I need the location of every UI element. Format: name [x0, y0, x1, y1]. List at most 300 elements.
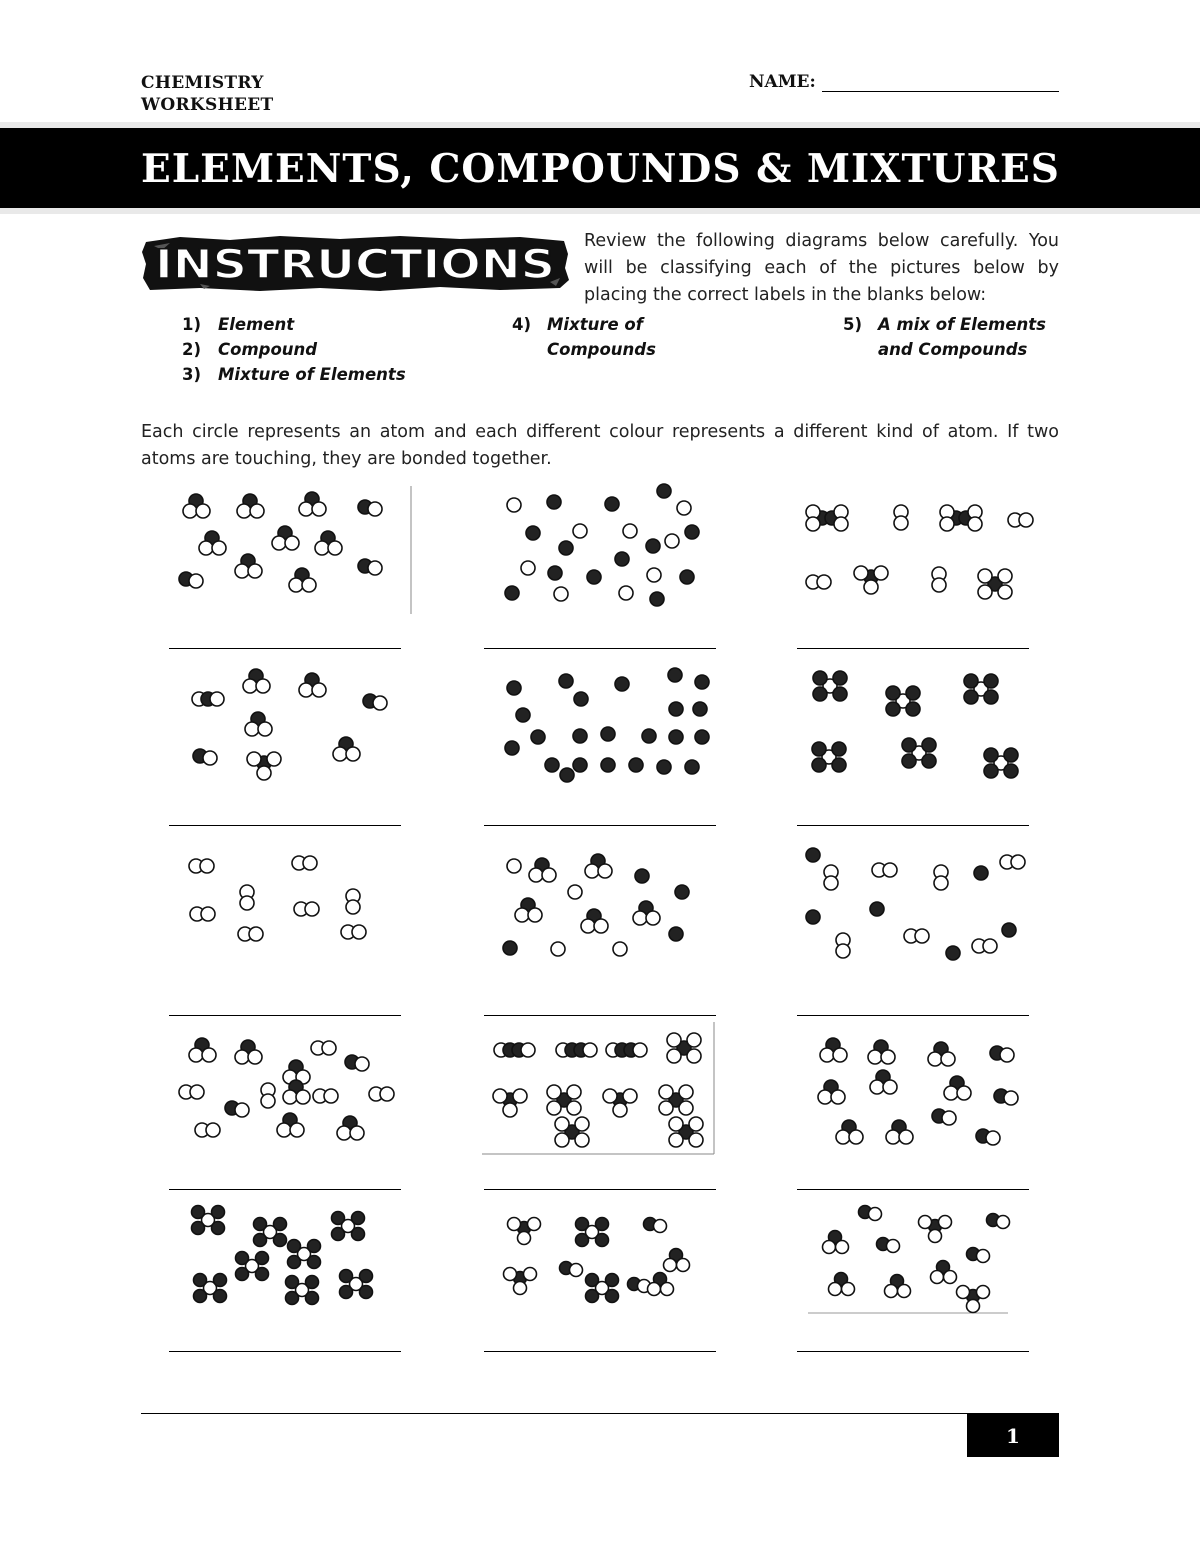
dark-atom — [646, 539, 660, 553]
light-atom — [887, 1240, 900, 1253]
light-atom — [944, 1086, 958, 1100]
diagram-9 — [793, 838, 1038, 978]
answer-line-8[interactable] — [484, 1015, 716, 1016]
light-atom — [619, 586, 633, 600]
light-atom — [567, 1085, 581, 1099]
dark-atom — [332, 1228, 345, 1241]
dark-atom — [806, 848, 820, 862]
diagram-6 — [793, 655, 1038, 790]
dark-atom — [812, 758, 826, 772]
light-atom — [573, 524, 587, 538]
light-atom — [250, 504, 264, 518]
dark-atom — [685, 525, 699, 539]
light-atom — [833, 1048, 847, 1062]
light-atom — [869, 1208, 882, 1221]
dark-atom — [212, 1222, 225, 1235]
light-atom — [659, 1101, 673, 1115]
light-atom — [898, 1285, 911, 1298]
answer-line-12[interactable] — [797, 1189, 1029, 1190]
name-field[interactable] — [822, 91, 1059, 92]
light-atom — [1011, 855, 1025, 869]
light-atom — [355, 1057, 369, 1071]
light-atom — [551, 942, 565, 956]
light-atom — [944, 1271, 957, 1284]
dark-atom — [812, 742, 826, 756]
option-2 — [182, 337, 317, 362]
light-atom — [368, 561, 382, 575]
diagram-1 — [160, 480, 415, 615]
dark-atom — [587, 570, 601, 584]
answer-line-15[interactable] — [797, 1351, 1029, 1352]
light-atom — [237, 504, 251, 518]
light-atom — [667, 1033, 681, 1047]
light-atom — [687, 1049, 701, 1063]
light-atom — [521, 1043, 535, 1057]
subject-line-1: CHEMISTRY — [141, 73, 264, 93]
option-4 — [512, 312, 643, 337]
light-atom — [243, 679, 257, 693]
light-atom — [633, 1043, 647, 1057]
light-atom — [248, 1050, 262, 1064]
light-atom — [942, 1111, 956, 1125]
light-atom — [659, 1085, 673, 1099]
light-atom — [267, 752, 281, 766]
light-atom — [570, 1264, 583, 1277]
light-atom — [806, 517, 820, 531]
light-atom — [931, 1271, 944, 1284]
instructions-logo — [140, 234, 570, 292]
dark-atom — [547, 495, 561, 509]
light-atom — [568, 885, 582, 899]
light-atom — [507, 859, 521, 873]
light-atom — [883, 1080, 897, 1094]
answer-line-10[interactable] — [169, 1189, 401, 1190]
dark-atom — [650, 592, 664, 606]
light-atom — [493, 1089, 507, 1103]
light-atom — [883, 863, 897, 877]
light-atom — [201, 907, 215, 921]
atom-description: Each circle represents an atom and each different colour represents a different kind of atom. If two atoms are touching, they are bonded together. — [141, 422, 1059, 469]
answer-line-5[interactable] — [484, 825, 716, 826]
option-3-label: Mixture of Elements — [218, 365, 406, 384]
dark-atom — [308, 1240, 321, 1253]
dark-atom — [574, 692, 588, 706]
dark-atom — [340, 1270, 353, 1283]
dark-atom — [236, 1268, 249, 1281]
light-atom — [934, 876, 948, 890]
dark-atom — [505, 741, 519, 755]
option-4-label-line1: Mixture of — [547, 315, 643, 334]
answer-line-7[interactable] — [169, 1015, 401, 1016]
light-atom — [299, 502, 313, 516]
diagram-12 — [793, 1020, 1038, 1155]
dark-atom — [906, 686, 920, 700]
dark-atom — [946, 946, 960, 960]
option-5 — [843, 312, 1046, 337]
light-atom — [997, 1216, 1010, 1229]
light-atom — [817, 575, 831, 589]
light-atom — [874, 566, 888, 580]
light-atom — [623, 524, 637, 538]
option-2-number: 2) — [182, 340, 202, 359]
dark-atom — [236, 1252, 249, 1265]
dark-atom — [601, 758, 615, 772]
dark-atom — [685, 760, 699, 774]
dark-atom — [669, 927, 683, 941]
dark-atom — [286, 1292, 299, 1305]
dark-atom — [695, 675, 709, 689]
light-atom — [834, 517, 848, 531]
light-atom — [613, 1103, 627, 1117]
light-atom — [567, 1101, 581, 1115]
dark-atom — [669, 730, 683, 744]
dark-atom — [256, 1268, 269, 1281]
light-atom — [831, 1090, 845, 1104]
light-atom — [190, 1085, 204, 1099]
light-atom — [277, 1123, 291, 1137]
light-atom — [258, 722, 272, 736]
light-atom — [346, 900, 360, 914]
dark-atom — [601, 727, 615, 741]
light-atom — [849, 1130, 863, 1144]
diagram-8 — [480, 838, 720, 978]
light-atom — [647, 568, 661, 582]
light-atom — [312, 502, 326, 516]
light-atom — [836, 1241, 849, 1254]
light-atom — [915, 929, 929, 943]
dark-atom — [984, 674, 998, 688]
light-atom — [836, 1130, 850, 1144]
light-atom — [868, 1050, 882, 1064]
light-atom — [613, 942, 627, 956]
dark-atom — [964, 674, 978, 688]
light-atom — [836, 944, 850, 958]
light-atom — [598, 864, 612, 878]
light-atom — [677, 501, 691, 515]
light-atom — [929, 1230, 942, 1243]
dark-atom — [922, 738, 936, 752]
light-atom — [555, 1133, 569, 1147]
dark-atom — [596, 1218, 609, 1231]
light-atom — [820, 1048, 834, 1062]
light-atom — [521, 561, 535, 575]
light-atom — [524, 1268, 537, 1281]
dark-atom — [360, 1286, 373, 1299]
light-atom — [654, 1220, 667, 1233]
dark-atom — [902, 754, 916, 768]
option-1 — [182, 312, 294, 337]
light-atom — [679, 1101, 693, 1115]
light-atom — [285, 536, 299, 550]
answer-line-11[interactable] — [484, 1189, 716, 1190]
light-atom — [210, 692, 224, 706]
light-atom — [665, 534, 679, 548]
dark-atom — [256, 1252, 269, 1265]
dark-atom — [922, 754, 936, 768]
dark-atom — [693, 702, 707, 716]
light-atom — [669, 1133, 683, 1147]
light-atom — [928, 1052, 942, 1066]
option-5-label-line1: A mix of Elements — [878, 315, 1046, 334]
light-atom — [842, 1283, 855, 1296]
light-atom — [633, 911, 647, 925]
light-atom — [528, 1218, 541, 1231]
answer-line-2[interactable] — [484, 648, 716, 649]
dark-atom — [886, 686, 900, 700]
light-atom — [513, 1089, 527, 1103]
light-atom — [1019, 513, 1033, 527]
light-atom — [575, 1133, 589, 1147]
option-2-label: Compound — [218, 340, 318, 359]
dark-atom — [906, 702, 920, 716]
light-atom — [272, 536, 286, 550]
light-atom — [661, 1283, 674, 1296]
light-atom — [199, 541, 213, 555]
light-atom — [350, 1126, 364, 1140]
light-atom — [247, 752, 261, 766]
light-atom — [245, 722, 259, 736]
light-atom — [235, 1050, 249, 1064]
light-atom — [623, 1089, 637, 1103]
light-atom — [689, 1117, 703, 1131]
option-1-label: Element — [218, 315, 295, 334]
diagram-7 — [155, 838, 420, 978]
light-atom — [240, 896, 254, 910]
light-atom — [333, 747, 347, 761]
dark-atom — [668, 668, 682, 682]
light-atom — [324, 1089, 338, 1103]
dark-atom — [832, 742, 846, 756]
light-atom — [864, 580, 878, 594]
answer-line-3[interactable] — [797, 648, 1029, 649]
light-atom — [967, 1300, 980, 1313]
dark-atom — [332, 1212, 345, 1225]
dark-atom — [507, 681, 521, 695]
light-atom — [212, 541, 226, 555]
diagram-15 — [793, 1192, 1038, 1322]
dark-atom — [545, 758, 559, 772]
light-atom — [829, 1283, 842, 1296]
light-atom — [968, 517, 982, 531]
light-atom — [957, 1086, 971, 1100]
light-atom — [235, 1103, 249, 1117]
light-atom — [235, 564, 249, 578]
light-atom — [200, 859, 214, 873]
light-atom — [373, 696, 387, 710]
dark-atom — [576, 1218, 589, 1231]
diagram-11 — [480, 1020, 720, 1158]
light-atom — [337, 1126, 351, 1140]
dark-atom — [642, 729, 656, 743]
light-atom — [669, 1117, 683, 1131]
light-atom — [687, 1033, 701, 1047]
light-atom — [554, 587, 568, 601]
light-atom — [881, 1050, 895, 1064]
light-atom — [1000, 1048, 1014, 1062]
light-atom — [508, 1218, 521, 1231]
option-3 — [182, 362, 406, 387]
dark-atom — [559, 541, 573, 555]
dark-atom — [214, 1274, 227, 1287]
light-atom — [202, 1048, 216, 1062]
light-atom — [581, 919, 595, 933]
light-atom — [818, 1090, 832, 1104]
light-atom — [986, 1131, 1000, 1145]
dark-atom — [680, 570, 694, 584]
dark-atom — [813, 671, 827, 685]
option-4-number: 4) — [512, 315, 532, 334]
light-atom — [677, 1259, 690, 1272]
light-atom — [203, 751, 217, 765]
dark-atom — [548, 566, 562, 580]
dark-atom — [308, 1256, 321, 1269]
dark-atom — [832, 758, 846, 772]
light-atom — [322, 1041, 336, 1055]
light-atom — [249, 927, 263, 941]
dark-atom — [274, 1218, 287, 1231]
light-atom — [648, 1283, 661, 1296]
light-atom — [575, 1117, 589, 1131]
dark-atom — [1004, 764, 1018, 778]
dark-atom — [657, 484, 671, 498]
page-number: 1 — [967, 1413, 1059, 1457]
answer-line-9[interactable] — [797, 1015, 1029, 1016]
light-atom — [296, 1090, 310, 1104]
dark-atom — [886, 702, 900, 716]
dark-atom — [274, 1234, 287, 1247]
dark-atom — [669, 702, 683, 716]
diagram-4 — [160, 655, 415, 790]
subject-line-2: WORKSHEET — [141, 95, 274, 115]
answer-line-1[interactable] — [169, 648, 401, 649]
dark-atom — [573, 729, 587, 743]
instructions-logo-text: INSTRUCTIONS — [155, 242, 555, 288]
dark-atom — [635, 869, 649, 883]
dark-atom — [606, 1274, 619, 1287]
dark-atom — [306, 1276, 319, 1289]
light-atom — [504, 1268, 517, 1281]
dark-atom — [254, 1234, 267, 1247]
dark-atom — [192, 1206, 205, 1219]
diagram-2 — [480, 480, 720, 615]
dark-atom — [194, 1290, 207, 1303]
light-atom — [289, 578, 303, 592]
dark-atom — [214, 1290, 227, 1303]
light-atom — [380, 1087, 394, 1101]
dark-atom — [254, 1218, 267, 1231]
light-atom — [547, 1101, 561, 1115]
light-atom — [978, 585, 992, 599]
light-atom — [689, 1133, 703, 1147]
light-atom — [603, 1089, 617, 1103]
light-atom — [299, 683, 313, 697]
light-atom — [315, 541, 329, 555]
light-atom — [196, 504, 210, 518]
dark-atom — [288, 1256, 301, 1269]
dark-atom — [503, 941, 517, 955]
light-atom — [515, 908, 529, 922]
page-title: ELEMENTS, COMPOUNDS & MIXTURES — [141, 146, 1060, 192]
dark-atom — [288, 1240, 301, 1253]
light-atom — [346, 747, 360, 761]
light-atom — [824, 876, 838, 890]
light-atom — [183, 504, 197, 518]
light-atom — [998, 569, 1012, 583]
light-atom — [664, 1259, 677, 1272]
light-atom — [547, 1085, 561, 1099]
light-atom — [667, 1049, 681, 1063]
dark-atom — [352, 1228, 365, 1241]
dark-atom — [984, 764, 998, 778]
dark-atom — [984, 690, 998, 704]
light-atom — [594, 919, 608, 933]
answer-line-13[interactable] — [169, 1351, 401, 1352]
dark-atom — [833, 671, 847, 685]
dark-atom — [629, 758, 643, 772]
light-atom — [679, 1085, 693, 1099]
light-atom — [303, 856, 317, 870]
name-label: NAME: — [749, 72, 816, 92]
diagram-10 — [160, 1020, 415, 1155]
light-atom — [518, 1232, 531, 1245]
option-5-line2: and Compounds — [878, 340, 1028, 359]
dark-atom — [1004, 748, 1018, 762]
light-atom — [368, 502, 382, 516]
light-atom — [823, 1241, 836, 1254]
dark-atom — [505, 586, 519, 600]
dark-atom — [516, 708, 530, 722]
light-atom — [870, 1080, 884, 1094]
light-atom — [854, 566, 868, 580]
light-atom — [312, 683, 326, 697]
light-atom — [503, 1103, 517, 1117]
dark-atom — [212, 1206, 225, 1219]
dark-atom — [695, 730, 709, 744]
dark-atom — [615, 677, 629, 691]
dark-atom — [974, 866, 988, 880]
dark-atom — [596, 1234, 609, 1247]
worksheet-subject — [141, 72, 273, 116]
dark-atom — [657, 760, 671, 774]
answer-line-14[interactable] — [484, 1351, 716, 1352]
option-4-line2: Compounds — [547, 340, 656, 359]
dark-atom — [806, 910, 820, 924]
light-atom — [919, 1216, 932, 1229]
light-atom — [932, 578, 946, 592]
light-atom — [528, 908, 542, 922]
light-atom — [290, 1123, 304, 1137]
light-atom — [998, 585, 1012, 599]
answer-line-6[interactable] — [797, 825, 1029, 826]
instructions-text: Review the following diagrams below carefully. You will be classifying each of the pictures below by placing the correct labels in the blanks below: — [584, 231, 1059, 305]
diagram-14 — [480, 1192, 720, 1322]
dark-atom — [870, 902, 884, 916]
dark-atom — [902, 738, 916, 752]
light-atom — [302, 578, 316, 592]
dark-atom — [615, 552, 629, 566]
light-atom — [189, 574, 203, 588]
option-5-number: 5) — [843, 315, 863, 334]
dark-atom — [1002, 923, 1016, 937]
dark-atom — [192, 1222, 205, 1235]
answer-line-4[interactable] — [169, 825, 401, 826]
light-atom — [941, 1052, 955, 1066]
dark-atom — [573, 758, 587, 772]
option-3-number: 3) — [182, 365, 202, 384]
dark-atom — [586, 1274, 599, 1287]
light-atom — [555, 1117, 569, 1131]
diagram-13 — [160, 1192, 415, 1322]
